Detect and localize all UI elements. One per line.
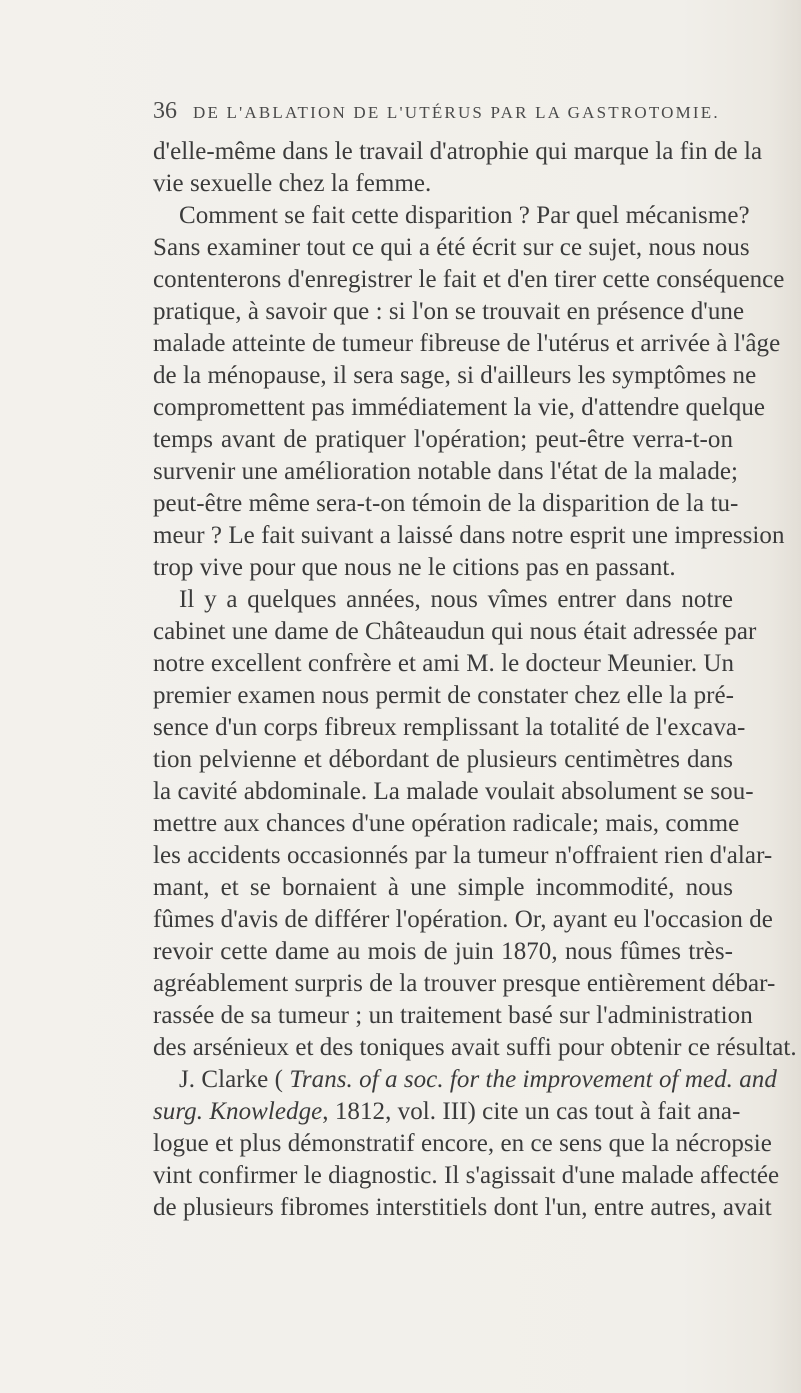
text-line: vie sexuelle chez la femme.: [153, 170, 432, 197]
citation-line: [153, 1064, 777, 1096]
text-line: cabinet une dame de Châteaudun qui nous était adressée par: [153, 618, 757, 645]
citation-title: Trans. of a soc. for the improvement of med. and: [289, 1066, 777, 1093]
text-line: revoir cette dame au mois de juin 1870, nous fûmes très-: [153, 938, 733, 965]
text-line: tion pelvienne et débordant de plusieurs centimètres dans: [153, 746, 733, 773]
text-line: fûmes d'avis de différer l'opération. Or, ayant eu l'occasion de: [153, 906, 773, 933]
text-line: malade atteinte de tumeur fibreuse de l'utérus et arrivée à l'âge: [153, 330, 781, 357]
text-line: d'elle-même dans le travail d'atrophie qui marque la fin de la: [153, 138, 763, 165]
text-line: les accidents occasionnés par la tumeur n'offraient rien d'alar-: [153, 842, 773, 869]
text-line: logue et plus démonstratif encore, en ce sens que la nécropsie: [153, 1130, 772, 1157]
text-line: notre excellent confrère et ami M. le docteur Meunier. Un: [153, 650, 735, 677]
text-line: agréablement surpris de la trouver presque entièrement débar-: [153, 970, 776, 997]
running-title: DE L'ABLATION DE L'UTÉRUS PAR LA GASTROTOMIE.: [193, 103, 720, 122]
text-line: de plusieurs fibromes interstitiels dont l'un, entre autres, avait: [153, 1194, 772, 1221]
page-number: 36: [153, 98, 177, 124]
text-line: de la ménopause, il sera sage, si d'ailleurs les symptômes ne: [153, 362, 757, 389]
text-line: contenterons d'enregistrer le fait et d'en tirer cette conséquence: [153, 266, 785, 293]
body-text: [153, 136, 797, 1224]
text-line: trop vive pour que nous ne le citions pas en passant.: [153, 554, 676, 581]
citation-line: [153, 1096, 741, 1128]
text-line: survenir une amélioration notable dans l'état de la malade;: [153, 458, 739, 485]
text-line: Comment se fait cette disparition ? Par quel mécanisme?: [179, 202, 750, 229]
text-line: Il y a quelques années, nous vîmes entrer dans notre: [179, 586, 733, 613]
text-line: rassée de sa tumeur ; un traitement basé sur l'administration: [153, 1002, 753, 1029]
citation-author: J. Clarke (: [179, 1066, 283, 1093]
citation-rest: , 1812, vol. III) cite un cas tout à fait ana-: [322, 1098, 741, 1125]
text-line: sence d'un corps fibreux remplissant la totalité de l'excava-: [153, 714, 746, 741]
citation-title-cont: surg. Knowledge: [153, 1098, 323, 1125]
page-header: [153, 98, 733, 128]
text-line: mant, et se bornaient à une simple incommodité, nous: [153, 874, 733, 901]
text-line: premier examen nous permit de constater chez elle la pré-: [153, 682, 735, 709]
text-line: Sans examiner tout ce qui a été écrit sur ce sujet, nous nous: [153, 234, 750, 261]
text-line: vint confirmer le diagnostic. Il s'agissait d'une malade affectée: [153, 1162, 780, 1189]
text-line: pratique, à savoir que : si l'on se trouvait en présence d'une: [153, 298, 745, 325]
text-line: peut-être même sera-t-on témoin de la disparition de la tu-: [153, 490, 739, 517]
text-line: la cavité abdominale. La malade voulait absolument se sou-: [153, 778, 754, 805]
text-line: mettre aux chances d'une opération radicale; mais, comme: [153, 810, 740, 837]
text-line: meur ? Le fait suivant a laissé dans notre esprit une impression: [153, 522, 785, 549]
text-line: compromettent pas immédiatement la vie, d'attendre quelque: [153, 394, 766, 421]
text-line: des arsénieux et des toniques avait suffi pour obtenir ce résultat.: [153, 1034, 797, 1061]
text-line: temps avant de pratiquer l'opération; peut-être verra-t-on: [153, 426, 733, 453]
